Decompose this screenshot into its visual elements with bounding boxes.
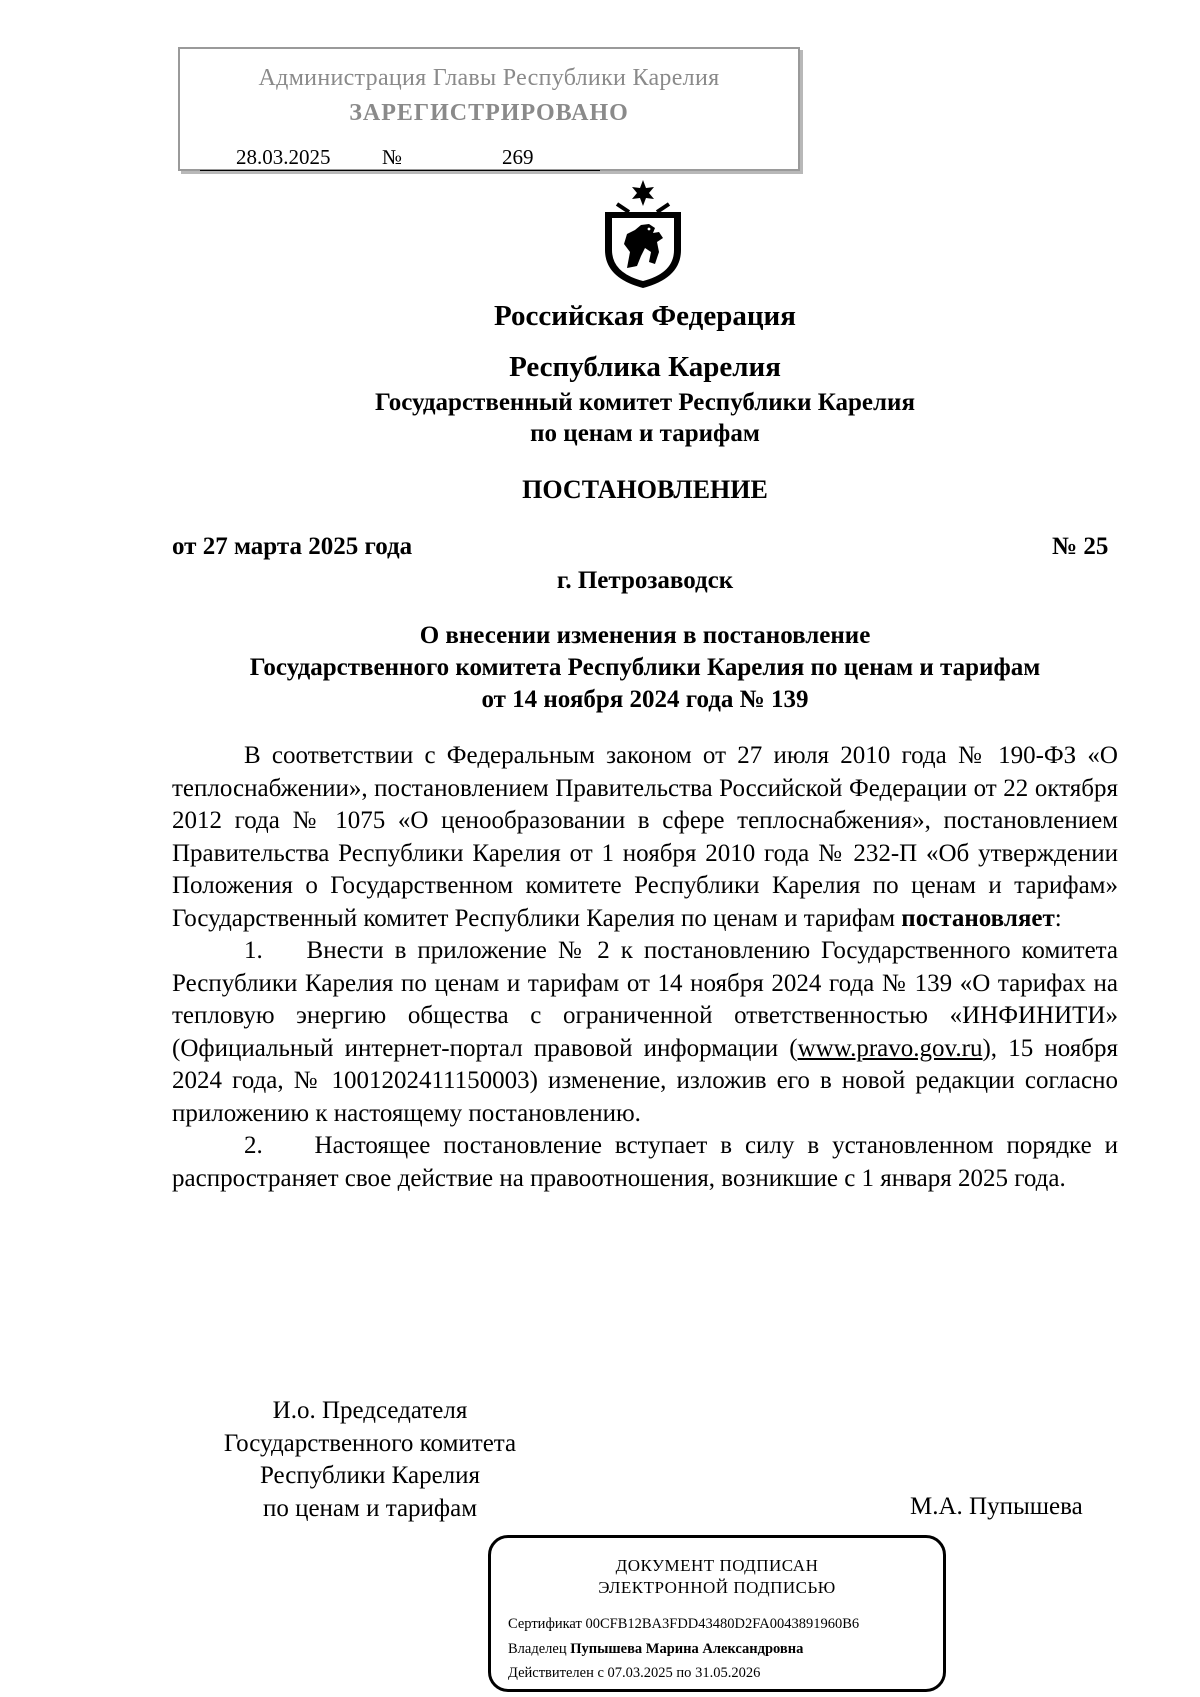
item-2-number: 2. <box>244 1132 263 1159</box>
item-1-paragraph <box>172 935 1118 1130</box>
registration-number: 269 <box>502 145 534 169</box>
item-1-text-a: Внести в приложение № 2 к постановлению Государственного комитета Республики Карелия по ценам и тарифам от 14 ноября 2024 года № 139 «О тарифах на тепловую энергию общества с ограниченной ответственностью «ИНФИНИТИ» (Официальный интернет-портал правовой информации ( <box>172 937 1118 1062</box>
registration-stamp <box>178 47 800 171</box>
item-2-text: Настоящее постановление вступает в силу в установленном порядке и распространяет свое действие на правоотношения, возникшие с 1 января 2025 года. <box>172 1132 1118 1192</box>
registration-underline <box>200 170 600 171</box>
esig-owner <box>508 1641 803 1658</box>
esig-certificate <box>508 1616 859 1633</box>
pravo-link[interactable]: www.pravo.gov.ru <box>797 1034 983 1062</box>
resolves-word: постановляет <box>901 904 1055 932</box>
karelia-coat-of-arms-icon <box>597 178 689 290</box>
republic-heading: Республика Карелия <box>509 351 781 383</box>
item-1-number: 1. <box>244 937 263 964</box>
item-1-text-b: ), 15 ноября 2024 года, № 1001202411150003) изменение, изложив его в новой редакции согласно приложению к настоящему постановлению. <box>172 1034 1118 1127</box>
esig-validity <box>508 1665 760 1682</box>
esig-valid-to-label: по <box>676 1665 692 1681</box>
signer-title-line4: по ценам и тарифам <box>262 1494 478 1522</box>
esig-heading-line1: ДОКУМЕНТ ПОДПИСАН <box>615 1556 819 1575</box>
document-title-line3: от 14 ноября 2024 года № 139 <box>481 686 809 713</box>
item-2-paragraph <box>172 1130 1118 1195</box>
esig-owner-label: Владелец <box>508 1641 567 1657</box>
electronic-signature-stamp <box>488 1535 946 1692</box>
resolves-colon: : <box>1054 904 1062 932</box>
signer-title-line1: И.о. Председателя <box>272 1397 468 1424</box>
registration-authority: Администрация Главы Республики Карелия <box>258 65 720 91</box>
signer-name: М.А. Пупышева <box>910 1493 1083 1520</box>
document-type: ПОСТАНОВЛЕНИЕ <box>522 475 768 504</box>
esig-certificate-value: 00CFB12BA3FDD43480D2FA0043891960B6 <box>585 1616 860 1632</box>
esig-owner-value: Пупышева Марина Александровна <box>570 1641 804 1657</box>
esig-heading-line2: ЭЛЕКТРОННОЙ ПОДПИСЬЮ <box>598 1578 836 1597</box>
document-city: г. Петрозаводск <box>556 567 734 594</box>
preamble-text: В соответствии с Федеральным законом от 27 июля 2010 года № 190-ФЗ «О теплоснабжении», постановлением Правительства Российской Федерации от 22 октября 2012 года № 1075 «О ценообразовании в сфере теплоснабжения», постановлением Правительства Республики Карелия от 1 ноября 2010 года № 232-П «Об утверждении Положения о Государственном комитете Республики Карелия по ценам и тарифам» Государственный комитет Республики Карелия по ценам и тарифам <box>172 742 1118 932</box>
esig-valid-from: 07.03.2025 <box>607 1665 673 1681</box>
registration-date: 28.03.2025 <box>236 145 331 169</box>
committee-heading-line2: по ценам и тарифам <box>530 420 760 447</box>
registration-details <box>194 145 779 169</box>
country-heading: Российская Федерация <box>494 300 796 332</box>
document-body <box>172 740 1118 1195</box>
registration-number-label: № <box>382 145 403 169</box>
signer-title <box>170 1395 570 1525</box>
esig-valid-to: 31.05.2026 <box>695 1665 761 1681</box>
document-title-line1: О внесении изменения в постановление <box>419 622 871 649</box>
esig-certificate-label: Сертификат <box>508 1616 582 1632</box>
committee-heading-line1: Государственный комитет Республики Карелия <box>375 389 915 416</box>
signer-title-line3: Республики Карелия <box>259 1462 481 1489</box>
esig-valid-label: Действителен с <box>508 1665 604 1681</box>
preamble-paragraph <box>172 740 1118 935</box>
document-date: от 27 марта 2025 года <box>172 533 413 560</box>
signer-title-line2: Государственного комитета <box>223 1429 517 1457</box>
registration-status: ЗАРЕГИСТРИРОВАНО <box>349 100 629 126</box>
document-title-line2: Государственного комитета Республики Карелия по ценам и тарифам <box>249 654 1041 681</box>
document-number: № 25 <box>1052 533 1109 560</box>
